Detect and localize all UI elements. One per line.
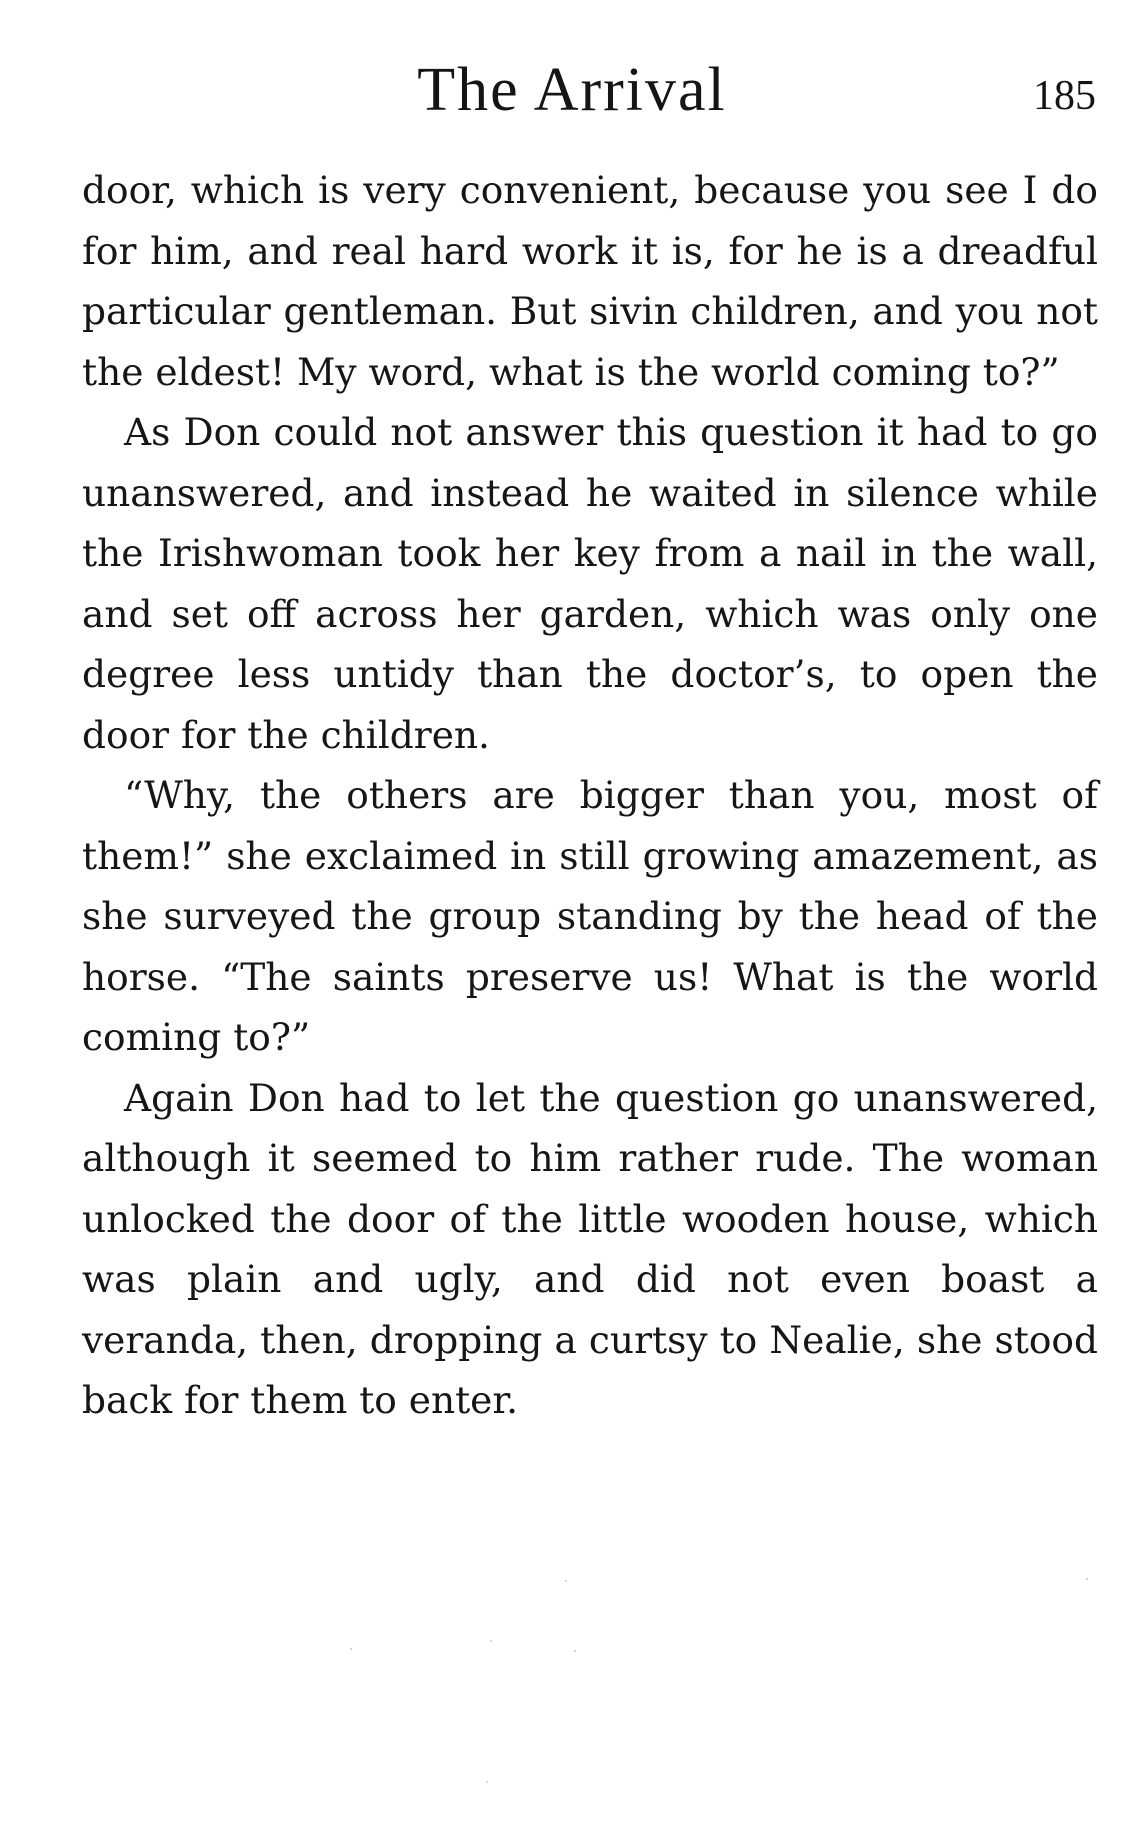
scan-speck <box>574 1650 576 1652</box>
scan-speck <box>1086 1578 1088 1580</box>
scan-speck <box>565 1580 567 1582</box>
running-header <box>0 50 1144 140</box>
scan-speck <box>490 1640 492 1642</box>
page-number: 185 <box>1033 73 1096 119</box>
paragraph-continuation: door, which is very convenient, because you see I do for him, and real hard work it is, for he is a dreadful particular gentleman. But sivin children, and you not the eldest! My word, what is the world coming to?” <box>82 168 1098 394</box>
body-text <box>82 160 1098 1431</box>
scan-speck <box>486 1781 488 1783</box>
scan-speck <box>350 1648 352 1650</box>
paragraph-house-entry: Again Don had to let the question go unanswered, although it seemed to him rather rude. The woman unlocked the door of the little wooden house, which was plain and ugly, and did not even boast a veranda, then, dropping a curtsy to Nealie, she stood back for them to enter. <box>82 1075 1098 1422</box>
paragraph-amazement: “Why, the others are bigger than you, most of them!” she exclaimed in still growing amazement, as she surveyed the group standing by the head of the horse. “The saints preserve us! What is the world coming to?” <box>82 773 1098 1059</box>
running-title: The Arrival <box>417 56 727 124</box>
paragraph-don-waits: As Don could not answer this question it had to go unanswered, and instead he waited in silence while the Irishwoman took her key from a nail in the wall, and set off across her garden, which was only one degree less untidy than the doctor’s, to open the door for the children. <box>82 410 1098 757</box>
